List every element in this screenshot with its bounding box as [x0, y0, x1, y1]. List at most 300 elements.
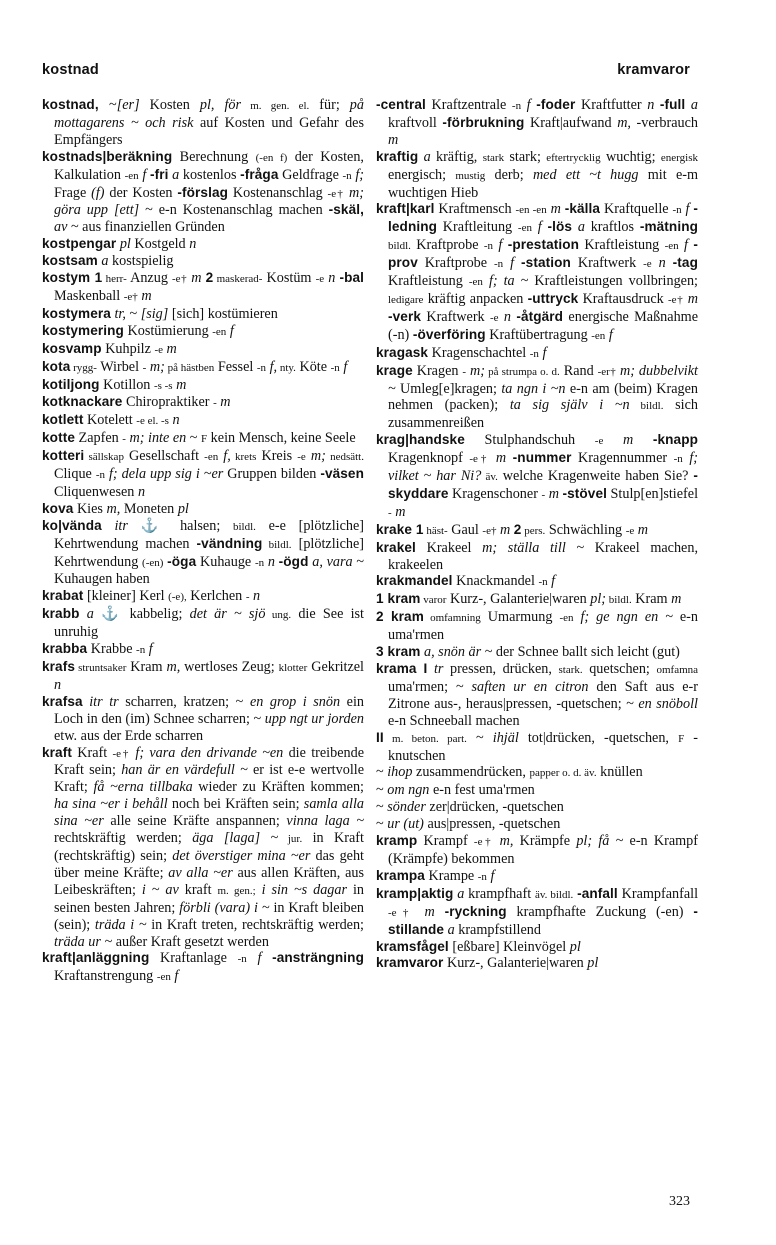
entry-text: f: [531, 219, 548, 236]
entry-text: saften ur en citron: [471, 678, 589, 695]
entry-headword: kraft|karl: [376, 201, 435, 217]
entry-text: samla alla sina ~er: [54, 796, 364, 830]
dictionary-entry: [376, 540, 698, 574]
entry-text: -n: [538, 576, 548, 589]
entry-text: (f): [91, 184, 105, 201]
entry-text: Krampfanfall: [617, 885, 699, 902]
entry-text: ~ e-n Kostenanschlag machen: [139, 202, 329, 219]
entry-text: eftertrycklig: [546, 151, 601, 164]
entry-text: förbli (vara) i ~: [179, 899, 270, 916]
entry-text: Kraftleistungen vollbringen;: [528, 273, 698, 290]
entry-text: Kraft|aufwand: [524, 114, 618, 131]
entry-text: m: [671, 591, 682, 608]
entry-text: Kragen: [412, 362, 463, 379]
dictionary-entry: [42, 501, 364, 518]
entry-text: -n: [483, 240, 494, 253]
entry-text: m. beton. part.: [383, 732, 467, 745]
entry-text: ta ngn i ~n: [501, 380, 566, 397]
entry-text: energisk: [660, 151, 698, 164]
entry-text: Umleg[e]kragen;: [395, 380, 502, 397]
entry-text: Kraftwerk: [421, 308, 490, 325]
entry-text: e-n uma'rmen: [388, 609, 699, 644]
entry-text: f: [503, 255, 522, 272]
entry-text: bildl.: [606, 594, 632, 607]
entry-text: Cliquenwesen: [54, 483, 138, 500]
entry-text: klotter: [278, 662, 308, 674]
entry-headword: -öga: [167, 553, 197, 569]
entry-headword: -stillande: [388, 903, 698, 937]
entry-text: wertloses Zeug;: [180, 659, 279, 675]
entry-headword: kota: [42, 358, 71, 374]
entry-text: f;: [351, 166, 365, 183]
entry-text: stark: [482, 151, 505, 164]
entry-text: på hästben: [164, 361, 215, 374]
entry-text: [kleiner] Kerl: [83, 588, 169, 605]
entry-text: m: [546, 201, 565, 218]
entry-text: pl: [587, 955, 599, 972]
entry-headword: kostnads|beräkning: [42, 148, 173, 164]
entry-text: rygg-: [70, 361, 97, 374]
entry-headword: -överföring: [412, 326, 486, 342]
entry-text: Kragenknopf: [388, 450, 470, 467]
entry-text: n: [249, 588, 261, 605]
entry-text: f,: [218, 448, 231, 465]
entry-text: die See ist unruhig: [54, 606, 364, 641]
entry-text: på mottagarens ~ och risk: [54, 97, 364, 131]
entry-text: mustig: [455, 169, 486, 182]
entry-text: -n: [256, 361, 267, 374]
entry-text: [sich] kostümieren: [168, 305, 278, 322]
page-number: 323: [669, 1194, 690, 1209]
dictionary-entry: [376, 886, 698, 939]
entry-text: Kies: [73, 500, 107, 517]
entry-text: n: [498, 308, 517, 325]
entry-headword: kostnad,: [42, 97, 110, 112]
entry-text: Kraftleistung: [388, 273, 469, 290]
entry-text: kraftlos: [584, 219, 640, 236]
entry-text: m: [634, 521, 649, 538]
entry-text: Gesellschaft: [123, 448, 205, 465]
entry-text: m: [489, 450, 513, 467]
entry-text: -e: [625, 524, 635, 537]
entry-text: träda ur ~: [54, 933, 113, 950]
entry-text: F: [201, 433, 208, 446]
entry-headword: kraftig: [376, 148, 419, 164]
entry-text: knüllen: [596, 764, 643, 781]
entry-text: Kostenanschlag: [228, 184, 328, 201]
entry-text: Gruppen bilden: [223, 466, 321, 483]
entry-text: Kraftmensch: [434, 201, 516, 218]
entry-text: -: [462, 365, 467, 378]
entry-text: -e†: [469, 453, 490, 466]
entry-text: den Saft aus e-r Zitrone aus-, heraus|pressen, -quetschen; ~: [388, 678, 698, 712]
entry-text: ⚓ kabbelig;: [93, 606, 190, 623]
entry-headword: -mätning: [639, 219, 699, 235]
entry-text: -e: [154, 343, 163, 356]
dictionary-entry: [376, 661, 698, 730]
entry-text: F: [678, 732, 685, 745]
entry-text: itr: [101, 517, 128, 534]
entry-text: e-n am (beim) Kragen nehmen (packen);: [388, 380, 699, 414]
entry-headword: -lös: [547, 219, 573, 235]
entry-text: Kosten: [139, 97, 200, 113]
entry-text: a: [418, 148, 431, 165]
entry-text: Kerlchen: [186, 588, 246, 605]
entry-text: -: [541, 488, 546, 501]
entry-headword: krama I: [376, 661, 428, 676]
dictionary-entry: [42, 588, 364, 606]
entry-text: a: [79, 606, 94, 623]
entry-text: bildl.: [388, 240, 411, 253]
entry-text: krampfhafte Zuckung (-en): [506, 903, 694, 920]
dictionary-entry: [42, 377, 364, 395]
entry-headword: kostymering: [42, 322, 124, 338]
entry-headword: -full: [659, 97, 686, 112]
entry-text: Rand: [559, 362, 598, 379]
entry-text: m: [187, 270, 206, 287]
entry-text: -n: [237, 953, 247, 966]
entry-text: -n: [477, 870, 487, 883]
entry-text: krampfhaft: [464, 885, 535, 902]
entry-headword: -fråga: [240, 166, 279, 182]
entry-text: -en: [156, 971, 171, 984]
entry-text: ~: [376, 782, 388, 799]
entry-headword: kova: [42, 500, 74, 516]
entry-text: in Kraft treten, rechtskräftig werden;: [146, 916, 364, 933]
dictionary-entry: [376, 573, 698, 591]
dictionary-entry: [376, 833, 698, 868]
entry-text: -: [245, 591, 250, 604]
entry-text: ~: [125, 305, 141, 322]
entry-text: f: [486, 867, 495, 884]
entry-text: m: [545, 485, 563, 502]
entry-text: e-n Schneeball machen: [388, 712, 520, 729]
entry-text: -n: [673, 453, 683, 466]
entry-headword: krake 1: [376, 521, 424, 537]
entry-text: e-n Krampf (Krämpfe) bekommen: [388, 833, 699, 867]
entry-text: Umarmung: [480, 609, 560, 626]
entry-headword: krampa: [376, 867, 425, 883]
entry-text: -n: [95, 469, 105, 482]
entry-text: träda i ~: [94, 916, 147, 933]
dictionary-entry: [42, 341, 364, 359]
entry-text: -en: [559, 612, 574, 625]
entry-text: Kostüm: [262, 270, 316, 287]
entry-text: -s -s: [153, 379, 173, 392]
entry-text: -en: [664, 240, 679, 253]
dictionary-entry: [42, 149, 364, 237]
entry-text: -e†: [327, 187, 345, 200]
dictionary-entry: [42, 606, 364, 641]
entry-headword: kotiljong: [42, 376, 100, 392]
entry-text: det överstiger mina ~er: [172, 847, 311, 864]
entry-text: -n: [494, 258, 504, 271]
entry-headword: kosvamp: [42, 340, 102, 356]
entry-text: -e: [489, 311, 499, 324]
entry-text: Krämpfe: [513, 833, 577, 850]
entry-text: f: [538, 344, 547, 361]
dictionary-entry: [42, 950, 364, 986]
entry-text: Kragenschoner: [448, 485, 542, 502]
entry-text: pl;: [590, 591, 607, 608]
entry-text: noch bei Kräften sein;: [167, 796, 304, 813]
entry-text: pers.: [521, 524, 546, 537]
entry-headword: II: [376, 729, 384, 745]
entry-text: Gaul: [447, 521, 483, 538]
entry-text: ha sina ~er i behåll: [54, 796, 168, 813]
entry-text: ein Loch in den (im) Schnee scharren; ~: [54, 693, 364, 727]
entry-text: med ett ~t hugg: [532, 166, 639, 183]
entry-text: -e†: [473, 836, 494, 849]
entry-text: -e†: [482, 524, 497, 537]
dictionary-entry: [376, 644, 698, 661]
entry-text: f: [246, 950, 273, 967]
entry-text: -e: [315, 273, 325, 286]
entry-text: [plötzliche] Kehrtwendung: [54, 535, 365, 570]
entry-headword: kostpengar: [42, 236, 117, 252]
entry-text: Kurz-, Galanterie|waren: [443, 955, 588, 972]
entry-text: Kotillon: [99, 376, 154, 393]
entry-text: ~: [466, 729, 493, 746]
entry-text: f: [226, 322, 234, 339]
entry-text: Kostümierung: [123, 322, 213, 339]
entry-text: Chiropraktiker: [122, 394, 214, 411]
entry-text: der Schnee ballt sich leicht (gut): [492, 644, 680, 661]
entry-text: -: [122, 433, 126, 446]
entry-text: m,: [106, 500, 121, 517]
entry-text: wuchtig;: [600, 148, 661, 165]
entry-text: m,: [617, 114, 631, 131]
entry-text: -n: [672, 204, 682, 217]
dictionary-entry: [42, 394, 364, 412]
entry-text: er ist e-e wertvolle Kraft;: [54, 762, 364, 796]
entry-text: omfamning: [423, 612, 481, 625]
entry-headword: krabat: [42, 588, 84, 604]
entry-text: Kraftprobe: [410, 237, 484, 254]
entry-text: Köte: [295, 358, 331, 375]
entry-text: welche Kragenweite haben Sie?: [497, 468, 694, 485]
entry-text: f: [138, 166, 150, 183]
entry-text: ta sig själv i ~n: [509, 397, 630, 414]
entry-text: f: [547, 573, 556, 590]
right-guide-word: kramvaror: [617, 62, 690, 78]
entry-text: Krakeel machen, krakeelen: [388, 539, 698, 573]
entry-text: krets: [230, 451, 257, 464]
entry-text: -n: [529, 347, 539, 360]
entry-headword: 3 kram: [376, 644, 421, 660]
entry-headword: -stövel: [562, 485, 607, 501]
dictionary-entry: [42, 270, 364, 306]
entry-text: m;: [146, 358, 165, 375]
entry-text: m. gen.;: [217, 884, 256, 897]
entry-headword: kramvaror: [376, 955, 444, 971]
entry-headword: 2 kram: [376, 609, 424, 625]
entry-text: ~: [376, 816, 388, 833]
entry-text: kraftvoll: [388, 114, 443, 131]
entry-text: m: [172, 376, 187, 393]
entry-text: Zapfen: [74, 430, 123, 447]
entry-text: -e†: [388, 906, 415, 919]
entry-text: Kram: [631, 591, 672, 608]
entry-text: e-n fest uma'rmen: [429, 782, 535, 799]
entry-text: om ngn: [387, 782, 430, 799]
entry-text: mit e-m wuchtigen Hieb: [388, 166, 699, 201]
entry-text: -e: [297, 451, 306, 464]
entry-text: bildl.: [232, 520, 256, 533]
entry-headword: kraft|anläggning: [42, 950, 150, 966]
entry-text: ihjäl: [492, 729, 519, 746]
entry-text: Anzug: [126, 270, 173, 287]
entry-text: tot|drücken, -quetschen,: [518, 729, 679, 746]
dictionary-entry: [42, 359, 364, 377]
entry-text: f; dela upp sig i ~er: [105, 466, 224, 483]
entry-text: Kuhauge: [196, 553, 255, 570]
entry-headword: krafs: [42, 659, 75, 674]
entry-text: papper o. d. äv.: [529, 767, 597, 780]
entry-text: -e†: [668, 293, 684, 306]
entry-text: sönder: [387, 799, 426, 816]
entry-text: av: [54, 219, 68, 236]
entry-text: n: [54, 676, 62, 693]
entry-text: m; inte en: [125, 430, 187, 447]
entry-headword: -ryckning: [444, 903, 507, 919]
entry-headword: -bal: [339, 270, 365, 286]
entry-text: Kraftleitung: [437, 219, 518, 236]
entry-text: herr-: [102, 273, 127, 286]
entry-text: Kraftleistung: [579, 237, 665, 254]
entry-text: -er†: [597, 365, 617, 378]
dictionary-entry: [42, 412, 364, 430]
entry-text: scharren, kratzen; ~: [118, 693, 250, 710]
dictionary-entry: [376, 799, 698, 816]
entry-text: Kraftanlage: [149, 950, 238, 967]
entry-text: f: [678, 237, 694, 254]
entry-text: Stulp[en]stiefel: [607, 485, 699, 502]
entry-text: ~ Kuhaugen haben: [54, 553, 365, 588]
entry-text: für;: [309, 97, 350, 113]
entry-text: f; vilket ~ har Ni?: [388, 450, 698, 485]
entry-text: m: [216, 394, 231, 411]
entry-text: Stulphandschuh: [464, 432, 595, 449]
entry-text: ung.: [265, 609, 292, 622]
dictionary-entry: [376, 782, 698, 799]
entry-text: n: [168, 412, 180, 429]
entry-text: Kraftquelle: [600, 201, 673, 218]
entry-headword: -verk: [388, 308, 421, 324]
entry-text: rechtskräftig werden;: [54, 830, 193, 847]
entry-text: a: [444, 921, 455, 938]
entry-text: ledigare: [388, 293, 424, 306]
entry-text: -en: [591, 329, 606, 342]
entry-text: Kram: [126, 659, 167, 675]
entry-text: m: [137, 287, 152, 304]
entry-text: pl; få ~: [576, 833, 624, 850]
entry-headword: kramp|aktig: [376, 885, 454, 901]
entry-text: ihop: [387, 764, 413, 781]
entry-headword: kragask: [376, 344, 429, 360]
entry-text: a: [168, 166, 180, 183]
entry-text: n: [647, 97, 660, 113]
entry-text: få ~erna tillbaka: [93, 779, 193, 796]
entry-text: [eßbare] Kleinvögel: [448, 938, 570, 955]
dictionary-entry: [376, 363, 698, 433]
entry-text: maskerad-: [213, 273, 263, 286]
entry-text: Krampf: [417, 833, 474, 850]
entry-text: på strumpa o. d.: [484, 365, 560, 378]
entry-text: -e: [594, 435, 604, 448]
entry-text: -n: [342, 169, 352, 182]
entry-text: itr tr: [82, 693, 119, 710]
entry-text: kraft: [178, 881, 218, 898]
entry-text: -e†: [123, 290, 138, 303]
dictionary-entry: [376, 955, 698, 972]
entry-text: nty.: [277, 361, 296, 374]
entry-text: m: [391, 503, 406, 520]
entry-text: a: [685, 97, 698, 113]
entry-text: pl: [177, 500, 189, 517]
entry-text: -e el. -s: [136, 415, 169, 428]
entry-text: außer Kraft gesetzt werden: [112, 933, 269, 950]
entry-text: a: [453, 885, 465, 902]
dictionary-entry: [42, 323, 364, 341]
entry-text: sällskap: [84, 451, 124, 464]
running-header: [42, 62, 690, 78]
entry-text: -verbrauch: [630, 114, 698, 131]
entry-text: -en: [204, 451, 219, 464]
entry-text: -n: [254, 556, 265, 569]
entry-text: struntsaker: [75, 662, 127, 674]
entry-text: auf Kosten und Gefahr des Empfängers: [54, 114, 364, 148]
entry-text: energische Maßnahme (-n): [388, 308, 698, 343]
entry-text: -: [142, 361, 147, 374]
entry-text: pl: [569, 938, 581, 955]
entry-text: m; dubbelvikt ~: [388, 362, 698, 397]
entry-text: äga [laga] ~: [192, 830, 279, 847]
entry-text: aus allen Kräften, aus Leibeskräften;: [54, 864, 364, 898]
entry-text: det är ~ sjö: [189, 606, 266, 623]
dictionary-entry: [42, 97, 364, 149]
entry-text: a, vara: [308, 553, 353, 570]
entry-text: in Kraft bleiben (sein);: [54, 899, 365, 933]
entry-text: äv.: [481, 471, 498, 484]
entry-text: -: [388, 506, 392, 519]
dictionary-entry: [376, 868, 698, 886]
entry-headword: -prestation: [507, 237, 580, 253]
entry-text: (-en): [142, 556, 164, 569]
entry-headword: kotknackare: [42, 394, 123, 410]
entry-headword: -skäl,: [328, 202, 364, 218]
dictionary-entry: [376, 97, 698, 149]
entry-text: m; ställa till ~: [482, 539, 585, 556]
dictionary-entry: [376, 149, 698, 202]
entry-headword: kramp: [376, 833, 418, 849]
entry-text: jur.: [278, 833, 303, 846]
entry-text: ~: [186, 430, 201, 447]
entry-text: omfamna: [656, 664, 699, 676]
entry-text: m; göra upp [ett]: [54, 184, 364, 219]
entry-headword: -tag: [672, 255, 698, 271]
entry-headword: -uttryck: [527, 290, 579, 306]
entry-text: f,: [266, 358, 278, 375]
entry-text: m,: [166, 659, 181, 675]
entry-text: stark;: [504, 148, 547, 165]
entry-text: pl: [116, 236, 131, 253]
dictionary-entry: [42, 448, 364, 501]
entry-text: kein Mensch, keine Seele: [207, 430, 356, 447]
entry-text: wieder zu Kräften kommen;: [192, 779, 364, 796]
entry-text: Kraftanstrengung: [54, 968, 157, 985]
entry-headword: kostym 1: [42, 270, 103, 286]
